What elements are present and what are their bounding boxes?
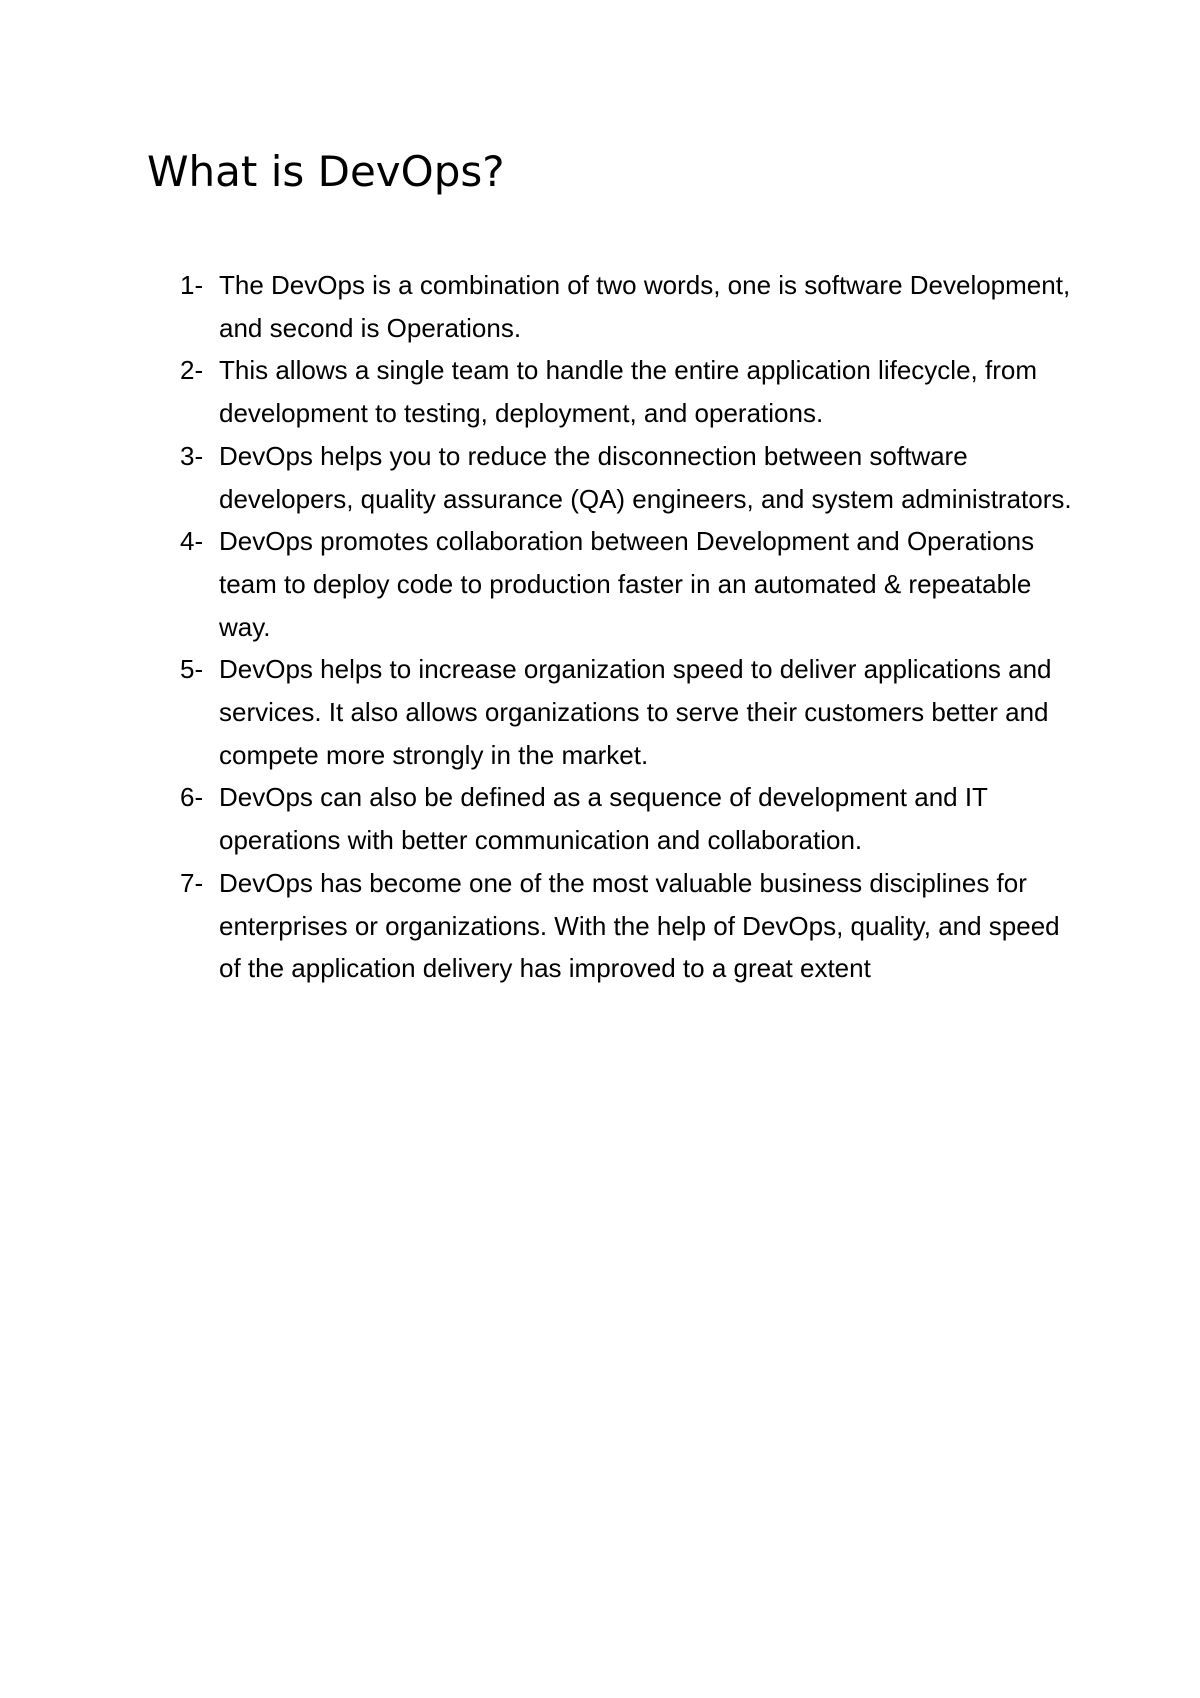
- list-item-text: DevOps can also be defined as a sequence of development and IT operations with better communication and collaboration.: [219, 782, 988, 856]
- list-item: [180, 435, 1080, 520]
- list-item-text: DevOps helps you to reduce the disconnection between software developers, quality assurance (QA) engineers, and system administrators.: [219, 440, 1072, 514]
- list-item-number: 7-: [180, 867, 204, 898]
- list-item-number: 6-: [180, 782, 204, 813]
- list-item: [180, 862, 1080, 990]
- list-item: [180, 264, 1080, 349]
- list-item-number: 1-: [180, 270, 204, 300]
- list-item-number: 5-: [180, 654, 204, 685]
- list-item-number: 2-: [180, 355, 204, 386]
- document-title: What is DevOps?: [147, 147, 505, 196]
- list-item-text: DevOps has become one of the most valuable business disciplines for enterprises or organizations. With the help of DevOps, quality, and speed of the application delivery has improved to a great extent: [219, 867, 1060, 984]
- list-item: [180, 648, 1080, 776]
- list-item-text: The DevOps is a combination of two words, one is software Development, and second is Operations.: [219, 270, 1071, 343]
- list-item-text: This allows a single team to handle the entire application lifecycle, from development to testing, deployment, and operations.: [219, 355, 1037, 429]
- list-item-number: 4-: [180, 526, 204, 557]
- list-item-text: DevOps helps to increase organization speed to deliver applications and services. It also allows organizations to serve their customers better and compete more strongly in the market.: [219, 654, 1052, 770]
- list-item: [180, 349, 1080, 434]
- list-item-text: DevOps promotes collaboration between Development and Operations team to deploy code to production faster in an automated & repeatable way.: [219, 526, 1035, 642]
- devops-points-list: [180, 264, 1080, 990]
- list-item-number: 3-: [180, 440, 204, 471]
- list-item: [180, 776, 1080, 861]
- list-item: [180, 520, 1080, 648]
